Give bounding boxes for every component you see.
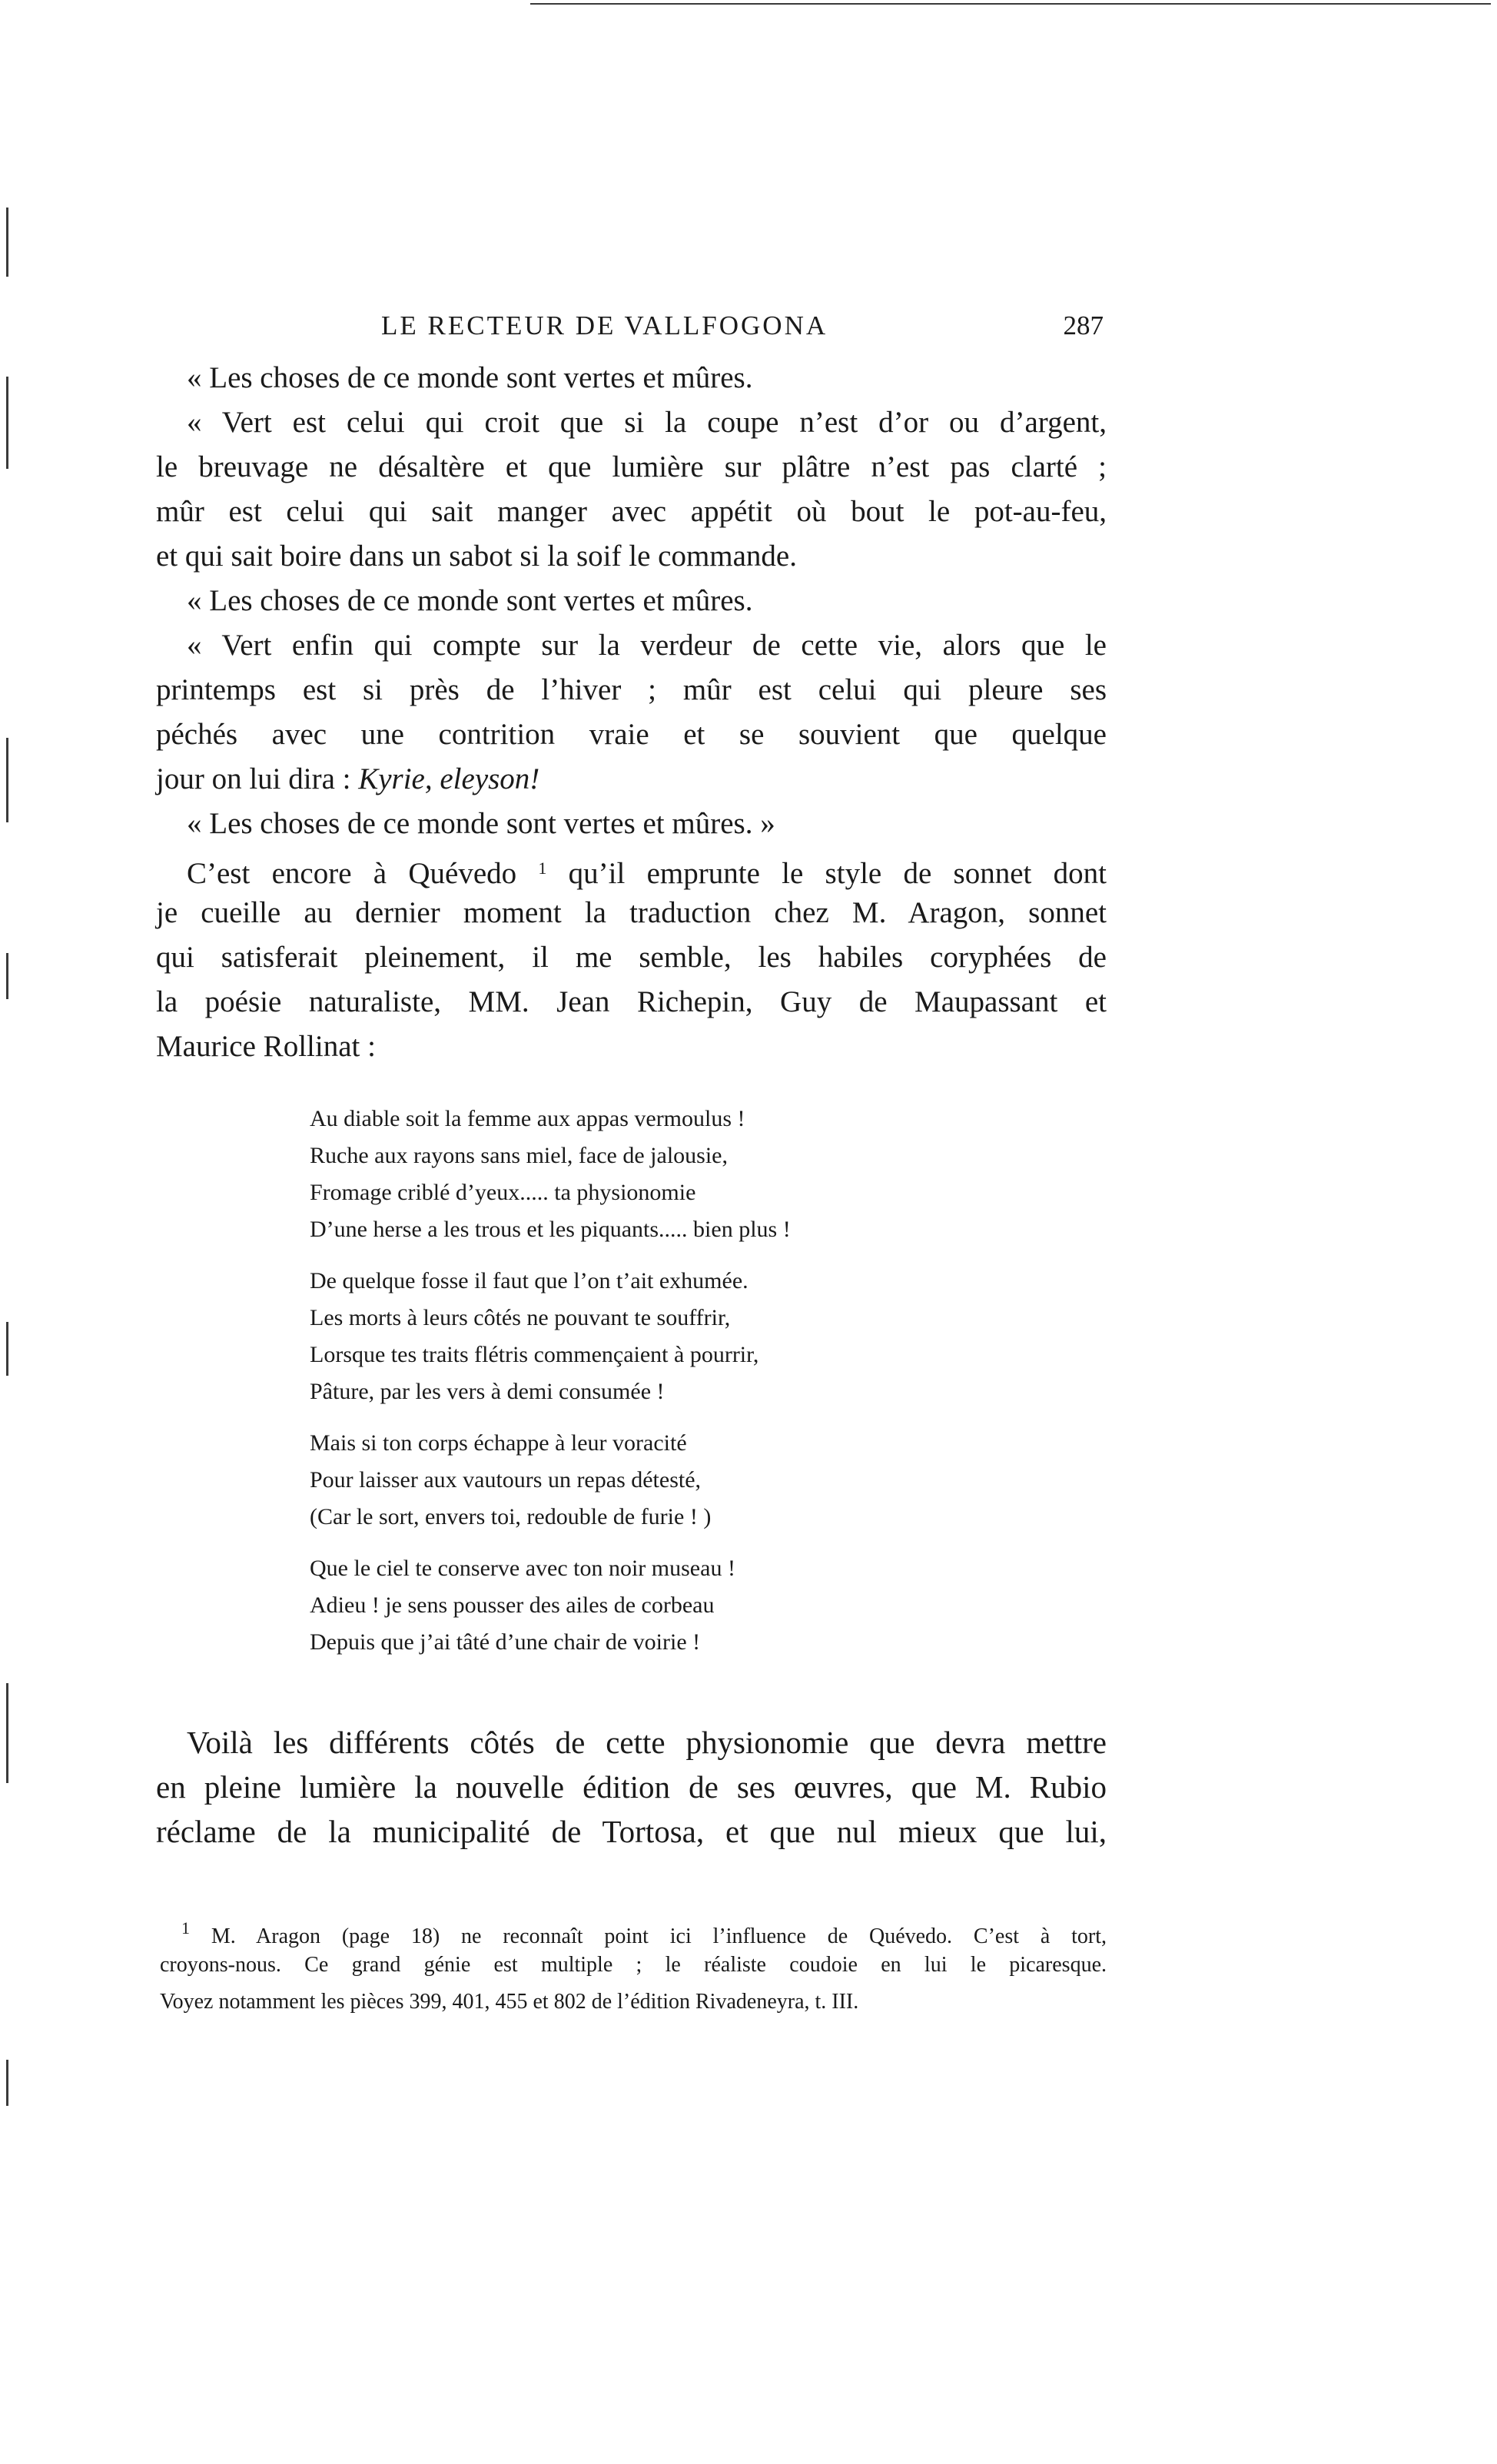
verse-line: De quelque fosse il faut que l’on t’ait exhumée. bbox=[310, 1268, 748, 1293]
verse-line: (Car le sort, envers toi, redouble de furie ! ) bbox=[310, 1504, 712, 1529]
verse-line: Depuis que j’ai tâté d’une chair de voirie ! bbox=[310, 1629, 701, 1655]
refrain-final: « Les choses de ce monde sont vertes et mûres. » bbox=[187, 807, 775, 840]
kyrie-italic: Kyrie, eleyson! bbox=[358, 762, 540, 795]
verse-line: Pâture, par les vers à demi consumée ! bbox=[310, 1379, 665, 1404]
stanza bbox=[310, 1550, 924, 1661]
verse-line: D’une herse a les trous et les piquants..... bien plus ! bbox=[310, 1217, 791, 1242]
text-line: la poésie naturaliste, MM. Jean Richepin, Guy de Maupassant et bbox=[156, 985, 1107, 1018]
stanza bbox=[310, 1263, 924, 1410]
text-line: qui satisferait pleinement, il me semble, les habiles coryphées de bbox=[156, 941, 1107, 974]
quevedo-after: qu’il emprunte le style de sonnet dont bbox=[546, 857, 1107, 890]
text-line: « Vert enfin qui compte sur la verdeur de cette vie, alors que le bbox=[187, 629, 1107, 662]
scan-left-mark bbox=[6, 738, 8, 822]
body-text bbox=[156, 356, 1107, 1069]
page-number: 287 bbox=[1063, 310, 1104, 340]
scan-left-mark bbox=[6, 208, 8, 277]
verse-line: Au diable soit la femme aux appas vermoulus ! bbox=[310, 1106, 745, 1131]
text-line: réclame de la municipalité de Tortosa, et que nul mieux que lui, bbox=[156, 1814, 1107, 1849]
kyrie-line bbox=[156, 757, 1107, 802]
verse-line: Que le ciel te conserve avec ton noir museau ! bbox=[310, 1556, 735, 1581]
stanza bbox=[310, 1101, 924, 1248]
text-line: « Vert est celui qui croit que si la coupe n’est d’or ou d’argent, bbox=[187, 406, 1107, 439]
scan-left-mark bbox=[6, 377, 8, 469]
kyrie-prefix: jour on lui dira : bbox=[156, 762, 359, 795]
text-line: printemps est si près de l’hiver ; mûr est celui qui pleure ses bbox=[156, 673, 1107, 706]
text-line: Maurice Rollinat : bbox=[156, 1030, 376, 1063]
quevedo-before: C’est encore à Quévedo bbox=[187, 857, 539, 890]
running-header bbox=[381, 310, 1104, 349]
running-title: LE RECTEUR DE VALLFOGONA bbox=[381, 310, 828, 340]
text-line: « Les choses de ce monde sont vertes et mûres. bbox=[187, 361, 753, 394]
stanza bbox=[310, 1425, 924, 1536]
footnote-text: M. Aragon (page 18) ne reconnaît point ici l’influence de Quévedo. C’est à tort, bbox=[190, 1924, 1107, 1948]
scan-left-mark bbox=[6, 1322, 8, 1376]
verse-line: Fromage criblé d’yeux..... ta physionomie bbox=[310, 1180, 696, 1205]
verse-line: Ruche aux rayons sans miel, face de jalousie, bbox=[310, 1143, 728, 1168]
footnote-line: Voyez notamment les pièces 399, 401, 455 et 802 de l’édition Rivadeneyra, t. III. bbox=[160, 1990, 859, 2014]
text-line: en pleine lumière la nouvelle édition de ses œuvres, que M. Rubio bbox=[156, 1769, 1107, 1805]
verse-line: Lorsque tes traits flétris commençaient à pourrir, bbox=[310, 1342, 759, 1367]
verse-line: Les morts à leurs côtés ne pouvant te souffrir, bbox=[310, 1305, 731, 1330]
text-line: et qui sait boire dans un sabot si la soif le commande. bbox=[156, 540, 797, 573]
text-line: mûr est celui qui sait manger avec appétit où bout le pot-au-feu, bbox=[156, 495, 1107, 528]
footnote-line: croyons-nous. Ce grand génie est multiple ; le réaliste coudoie en lui le picaresque. bbox=[160, 1953, 1107, 1977]
text-line: péchés avec une contrition vraie et se souvient que quelque bbox=[156, 718, 1107, 751]
text-line: je cueille au dernier moment la traduction chez M. Aragon, sonnet bbox=[156, 896, 1107, 929]
scan-top-rule bbox=[530, 3, 1491, 5]
scan-left-mark bbox=[6, 953, 8, 999]
verse-line: Pour laisser aux vautours un repas détesté, bbox=[310, 1467, 702, 1493]
footnote-line bbox=[160, 1910, 1107, 1947]
closing-paragraph bbox=[156, 1720, 1107, 1854]
scan-left-mark bbox=[6, 1683, 8, 1783]
text-line: le breuvage ne désaltère et que lumière sur plâtre n’est pas clarté ; bbox=[156, 450, 1107, 483]
text-line: « Les choses de ce monde sont vertes et mûres. bbox=[187, 584, 753, 617]
footnote-mark: 1 bbox=[181, 1918, 190, 1938]
verse-line: Mais si ton corps échappe à leur voracité bbox=[310, 1430, 687, 1456]
quevedo-line bbox=[156, 846, 1107, 891]
footnote bbox=[160, 1910, 1107, 2021]
text-line: Voilà les différents côtés de cette physionomie que devra mettre bbox=[187, 1725, 1107, 1760]
verse-line: Adieu ! je sens pousser des ailes de corbeau bbox=[310, 1592, 715, 1618]
scan-left-mark bbox=[6, 2060, 8, 2106]
sonnet bbox=[310, 1101, 924, 1675]
footnote-ref[interactable]: 1 bbox=[538, 858, 547, 878]
